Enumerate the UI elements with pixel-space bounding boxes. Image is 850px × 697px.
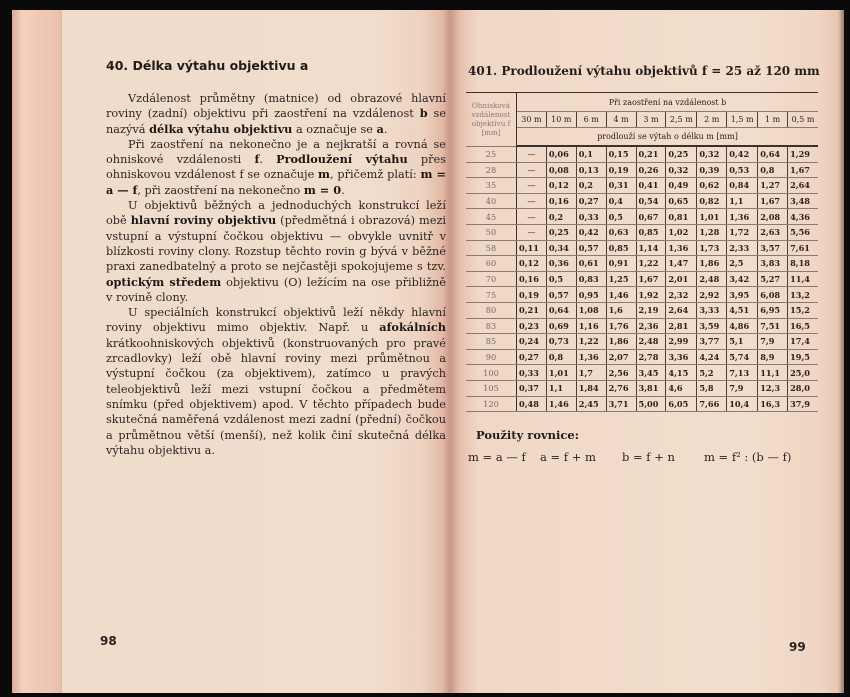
value-cell: 0,16 bbox=[517, 271, 547, 287]
column-header: 6 m bbox=[576, 112, 606, 128]
table-row bbox=[466, 287, 818, 303]
table-row bbox=[466, 146, 818, 162]
value-cell: 7,61 bbox=[788, 240, 818, 256]
value-cell: 0,32 bbox=[697, 146, 727, 162]
value-cell: 1,76 bbox=[606, 318, 636, 334]
table-row bbox=[466, 240, 818, 256]
column-header: 1,5 m bbox=[727, 112, 758, 128]
value-cell: 8,9 bbox=[758, 349, 788, 365]
value-cell: 5,2 bbox=[697, 365, 727, 381]
value-cell: 5,74 bbox=[727, 349, 758, 365]
value-cell: 7,13 bbox=[727, 365, 758, 381]
column-header-row bbox=[466, 112, 818, 128]
value-cell: 0,5 bbox=[606, 209, 636, 225]
value-cell: 0,27 bbox=[576, 193, 606, 209]
value-cell: 3,48 bbox=[788, 193, 818, 209]
equation: m = a — f bbox=[468, 450, 526, 465]
table-body bbox=[466, 146, 818, 412]
value-cell: 0,37 bbox=[517, 380, 547, 396]
value-cell: 8,18 bbox=[788, 256, 818, 272]
value-cell: 0,34 bbox=[546, 240, 576, 256]
paragraph: U speciálních konstrukcí objektivů leží někdy hlavní roviny objektivu mimo objektiv. Např. u afokálních krátkoohniskových objektivů (konstruovaných pro pravé zrcadlovky) leží obě hlavní roviny mezi průmětnou a výstupní čočkou (za objektivem), zatímco u pravých teleobjektivů leží mezi vstupní čočkou a předmětem snímku (před objektivem) apod. V těchto případech bude skutečná naměřená vzdálenost mezi zadní (přední) čočkou a průmětnou větší (menší), než kolik činí skutečná délka výtahu objektivu a. bbox=[106, 306, 446, 457]
value-cell: 0,64 bbox=[758, 146, 788, 162]
value-cell: 1,92 bbox=[636, 287, 666, 303]
value-cell: 5,1 bbox=[727, 334, 758, 350]
value-cell: 2,08 bbox=[758, 209, 788, 225]
value-cell: 15,2 bbox=[788, 302, 818, 318]
page-number-right: 99 bbox=[789, 640, 806, 654]
value-cell: 0,4 bbox=[606, 193, 636, 209]
equations-title: Použity rovnice: bbox=[476, 428, 579, 443]
value-cell: 0,13 bbox=[576, 162, 606, 178]
value-cell: 0,19 bbox=[606, 162, 636, 178]
value-cell: 4,86 bbox=[727, 318, 758, 334]
value-cell: 6,05 bbox=[666, 396, 697, 412]
value-cell: 0,8 bbox=[758, 162, 788, 178]
value-cell: 3,57 bbox=[758, 240, 788, 256]
value-cell: 0,73 bbox=[546, 334, 576, 350]
value-cell: 3,33 bbox=[697, 302, 727, 318]
value-cell: 0,32 bbox=[666, 162, 697, 178]
paragraph: Vzdálenost průmětny (matnice) od obrazové hlavní roviny (zadní) objektivu při zaostření na vzdálenost b se nazývá délka výtahu objektivu a označuje se a. bbox=[106, 92, 447, 136]
value-cell: 3,95 bbox=[727, 287, 758, 303]
value-cell: 0,57 bbox=[546, 287, 576, 303]
value-cell: 11,4 bbox=[788, 271, 818, 287]
value-cell: 2,19 bbox=[636, 302, 666, 318]
value-cell: — bbox=[517, 162, 547, 178]
value-cell: 7,9 bbox=[758, 334, 788, 350]
value-cell: 0,5 bbox=[546, 271, 576, 287]
value-cell: 0,85 bbox=[606, 240, 636, 256]
value-cell: — bbox=[517, 193, 547, 209]
value-cell: 0,24 bbox=[517, 334, 547, 350]
value-cell: 1,86 bbox=[606, 334, 636, 350]
value-cell: 1,47 bbox=[666, 256, 697, 272]
value-cell: 2,81 bbox=[666, 318, 697, 334]
value-cell: 1,46 bbox=[546, 396, 576, 412]
value-cell: 0,61 bbox=[576, 256, 606, 272]
value-cell: 0,62 bbox=[697, 178, 727, 194]
value-cell: 4,51 bbox=[727, 302, 758, 318]
value-cell: 2,48 bbox=[636, 334, 666, 350]
paragraph: U objektivů běžných a jednoduchých konstrukcí leží obě hlavní roviny objektivu (předmětná i obrazová) mezi vstupní a výstupní čočkou objektivu — obvykle uvnitř v blízkosti roviny clony. Rozstup těchto rovin g bývá v běžné praxi zanedbatelný a proto se nejčastěji spokojujeme s tzv. optickým středem objektivu (O) ležícím na ose přibližně v rovině clony. bbox=[106, 199, 447, 304]
value-cell: 1,7 bbox=[576, 365, 606, 381]
value-cell: 0,64 bbox=[546, 302, 576, 318]
value-cell: 0,84 bbox=[727, 178, 758, 194]
value-cell: 2,33 bbox=[727, 240, 758, 256]
value-cell: 1,86 bbox=[697, 256, 727, 272]
value-cell: 4,6 bbox=[666, 380, 697, 396]
paragraph: Při zaostření na nekonečno je a nejkratší a rovná se ohniskové vzdálenosti f. Prodloužení výtahu přes ohniskovou vzdálenost f se označuje m, přičemž platí: m = a — f, při zaostření na nekonečno m = 0. bbox=[106, 137, 446, 197]
table-row bbox=[466, 365, 818, 381]
extension-table bbox=[466, 92, 818, 412]
value-cell: 0,65 bbox=[666, 193, 697, 209]
value-cell: 0,21 bbox=[636, 146, 666, 162]
value-cell: 2,64 bbox=[666, 302, 697, 318]
value-cell: 0,15 bbox=[606, 146, 636, 162]
value-cell: 3,77 bbox=[697, 334, 727, 350]
value-cell: 3,81 bbox=[636, 380, 666, 396]
table-row bbox=[466, 162, 818, 178]
value-cell: 0,82 bbox=[697, 193, 727, 209]
table-row bbox=[466, 224, 818, 240]
value-cell: 3,42 bbox=[727, 271, 758, 287]
value-cell: 0,36 bbox=[546, 256, 576, 272]
value-cell: 0,25 bbox=[546, 224, 576, 240]
left-page bbox=[12, 10, 450, 693]
value-cell: 11,1 bbox=[758, 365, 788, 381]
value-cell: 0,11 bbox=[517, 240, 547, 256]
value-cell: 3,59 bbox=[697, 318, 727, 334]
value-cell: 2,99 bbox=[666, 334, 697, 350]
value-cell: 2,32 bbox=[666, 287, 697, 303]
value-cell: 0,53 bbox=[727, 162, 758, 178]
value-cell: 1,67 bbox=[758, 193, 788, 209]
value-cell: 1,16 bbox=[576, 318, 606, 334]
value-cell: 0,12 bbox=[517, 256, 547, 272]
value-cell: 0,48 bbox=[517, 396, 547, 412]
value-cell: 0,2 bbox=[576, 178, 606, 194]
value-cell: 0,06 bbox=[546, 146, 576, 162]
value-cell: 13,2 bbox=[788, 287, 818, 303]
column-header: 30 m bbox=[517, 112, 547, 128]
focal-length-cell: 83 bbox=[466, 318, 517, 334]
table-row bbox=[466, 256, 818, 272]
value-cell: 1,73 bbox=[697, 240, 727, 256]
focal-length-cell: 58 bbox=[466, 240, 517, 256]
value-cell: 0,41 bbox=[636, 178, 666, 194]
table-row bbox=[466, 396, 818, 412]
value-cell: 1,25 bbox=[606, 271, 636, 287]
right-page bbox=[450, 10, 844, 693]
value-cell: 0,19 bbox=[517, 287, 547, 303]
value-cell: 0,25 bbox=[666, 146, 697, 162]
focal-length-cell: 40 bbox=[466, 193, 517, 209]
focal-length-cell: 90 bbox=[466, 349, 517, 365]
column-header: 2,5 m bbox=[666, 112, 697, 128]
value-cell: 1,72 bbox=[727, 224, 758, 240]
value-cell: 17,4 bbox=[788, 334, 818, 350]
value-cell: — bbox=[517, 178, 547, 194]
value-cell: 0,31 bbox=[606, 178, 636, 194]
value-cell: 0,67 bbox=[636, 209, 666, 225]
right-page-content bbox=[468, 64, 828, 464]
value-cell: 0,8 bbox=[546, 349, 576, 365]
value-cell: 0,63 bbox=[606, 224, 636, 240]
value-cell: 2,36 bbox=[636, 318, 666, 334]
value-cell: 2,56 bbox=[606, 365, 636, 381]
value-cell: 1,02 bbox=[666, 224, 697, 240]
value-cell: 0,83 bbox=[576, 271, 606, 287]
value-cell: 0,39 bbox=[697, 162, 727, 178]
focal-length-cell: 45 bbox=[466, 209, 517, 225]
table-row bbox=[466, 271, 818, 287]
value-cell: 1,14 bbox=[636, 240, 666, 256]
focal-length-cell: 50 bbox=[466, 224, 517, 240]
value-cell: 5,27 bbox=[758, 271, 788, 287]
value-cell: 2,07 bbox=[606, 349, 636, 365]
value-cell: — bbox=[517, 224, 547, 240]
table-row bbox=[466, 178, 818, 194]
value-cell: 12,3 bbox=[758, 380, 788, 396]
value-cell: 1,84 bbox=[576, 380, 606, 396]
table-row bbox=[466, 302, 818, 318]
section-title: 40. Délka výtahu objektivu a bbox=[106, 58, 309, 73]
value-cell: 6,95 bbox=[758, 302, 788, 318]
page-number-left: 98 bbox=[100, 634, 117, 648]
value-cell: 16,5 bbox=[788, 318, 818, 334]
value-cell: 1,01 bbox=[697, 209, 727, 225]
value-cell: 0,42 bbox=[727, 146, 758, 162]
value-cell: 0,54 bbox=[636, 193, 666, 209]
value-cell: 1,22 bbox=[576, 334, 606, 350]
equation: m = f² : (b — f) bbox=[704, 450, 792, 465]
value-cell: 3,71 bbox=[606, 396, 636, 412]
value-cell: 1,27 bbox=[758, 178, 788, 194]
value-cell: 1,22 bbox=[636, 256, 666, 272]
value-cell: 2,63 bbox=[758, 224, 788, 240]
value-cell: 16,3 bbox=[758, 396, 788, 412]
value-cell: 2,01 bbox=[666, 271, 697, 287]
focal-length-cell: 25 bbox=[466, 146, 517, 162]
value-cell: 0,81 bbox=[666, 209, 697, 225]
value-cell: 3,83 bbox=[758, 256, 788, 272]
value-cell: 4,36 bbox=[788, 209, 818, 225]
value-cell: 0,57 bbox=[576, 240, 606, 256]
value-cell: 7,9 bbox=[727, 380, 758, 396]
value-cell: 2,78 bbox=[636, 349, 666, 365]
value-cell: 1,36 bbox=[576, 349, 606, 365]
value-cell: — bbox=[517, 209, 547, 225]
value-cell: 2,45 bbox=[576, 396, 606, 412]
focal-length-cell: 105 bbox=[466, 380, 517, 396]
value-cell: 2,76 bbox=[606, 380, 636, 396]
column-header: 4 m bbox=[606, 112, 636, 128]
value-cell: 7,66 bbox=[697, 396, 727, 412]
value-cell: 0,69 bbox=[546, 318, 576, 334]
value-cell: 5,56 bbox=[788, 224, 818, 240]
value-cell: 19,5 bbox=[788, 349, 818, 365]
value-cell: 1,36 bbox=[727, 209, 758, 225]
column-header: 1 m bbox=[758, 112, 788, 128]
value-cell: 5,00 bbox=[636, 396, 666, 412]
value-cell: 0,1 bbox=[576, 146, 606, 162]
value-cell: 1,01 bbox=[546, 365, 576, 381]
value-cell: 37,9 bbox=[788, 396, 818, 412]
focal-length-cell: 100 bbox=[466, 365, 517, 381]
value-cell: 4,15 bbox=[666, 365, 697, 381]
value-cell: 25,0 bbox=[788, 365, 818, 381]
value-cell: 0,42 bbox=[576, 224, 606, 240]
focal-length-cell: 35 bbox=[466, 178, 517, 194]
value-cell: 3,36 bbox=[666, 349, 697, 365]
value-cell: 5,8 bbox=[697, 380, 727, 396]
table-row bbox=[466, 209, 818, 225]
value-cell: 2,5 bbox=[727, 256, 758, 272]
value-cell: 1,6 bbox=[606, 302, 636, 318]
focal-length-cell: 75 bbox=[466, 287, 517, 303]
value-cell: 1,29 bbox=[788, 146, 818, 162]
value-cell: 3,45 bbox=[636, 365, 666, 381]
value-cell: 2,92 bbox=[697, 287, 727, 303]
table-row bbox=[466, 193, 818, 209]
value-cell: 1,67 bbox=[788, 162, 818, 178]
left-page-content bbox=[106, 58, 446, 458]
table-title: 401. Prodloužení výtahu objektivů f = 25 až 120 mm bbox=[468, 64, 820, 78]
value-cell: 1,1 bbox=[727, 193, 758, 209]
table-row bbox=[466, 349, 818, 365]
value-cell: 2,64 bbox=[788, 178, 818, 194]
value-cell: 0,33 bbox=[517, 365, 547, 381]
open-book bbox=[12, 10, 844, 693]
value-cell: 0,95 bbox=[576, 287, 606, 303]
value-cell: 1,67 bbox=[636, 271, 666, 287]
row-header-label: Ohnisková vzdálenost objektivu f [mm] bbox=[466, 93, 517, 147]
equations bbox=[468, 450, 828, 464]
value-cell: 0,21 bbox=[517, 302, 547, 318]
equation: a = f + m bbox=[540, 450, 596, 465]
column-header: 10 m bbox=[546, 112, 576, 128]
value-cell: — bbox=[517, 146, 547, 162]
value-cell: 10,4 bbox=[727, 396, 758, 412]
value-cell: 0,16 bbox=[546, 193, 576, 209]
value-cell: 0,26 bbox=[636, 162, 666, 178]
table-row bbox=[466, 380, 818, 396]
equation: b = f + n bbox=[622, 450, 675, 465]
focal-length-cell: 120 bbox=[466, 396, 517, 412]
page-edge bbox=[12, 10, 62, 693]
value-cell: 28,0 bbox=[788, 380, 818, 396]
column-header: 0,5 m bbox=[788, 112, 818, 128]
value-cell: 0,23 bbox=[517, 318, 547, 334]
value-cell: 1,08 bbox=[576, 302, 606, 318]
unit-header: prodlouží se výtah o délku m [mm] bbox=[517, 128, 819, 147]
value-cell: 0,91 bbox=[606, 256, 636, 272]
value-cell: 0,27 bbox=[517, 349, 547, 365]
focal-length-cell: 85 bbox=[466, 334, 517, 350]
value-cell: 7,51 bbox=[758, 318, 788, 334]
column-header: 3 m bbox=[636, 112, 666, 128]
value-cell: 0,12 bbox=[546, 178, 576, 194]
value-cell: 1,1 bbox=[546, 380, 576, 396]
value-cell: 1,36 bbox=[666, 240, 697, 256]
table-row bbox=[466, 318, 818, 334]
value-cell: 2,48 bbox=[697, 271, 727, 287]
value-cell: 1,28 bbox=[697, 224, 727, 240]
value-cell: 1,46 bbox=[606, 287, 636, 303]
focal-length-cell: 80 bbox=[466, 302, 517, 318]
column-header: 2 m bbox=[697, 112, 727, 128]
focal-length-cell: 60 bbox=[466, 256, 517, 272]
table-row bbox=[466, 334, 818, 350]
group-header: Při zaostření na vzdálenost b bbox=[517, 93, 819, 112]
value-cell: 4,24 bbox=[697, 349, 727, 365]
value-cell: 0,49 bbox=[666, 178, 697, 194]
value-cell: 0,08 bbox=[546, 162, 576, 178]
value-cell: 0,85 bbox=[636, 224, 666, 240]
value-cell: 6,08 bbox=[758, 287, 788, 303]
value-cell: 0,33 bbox=[576, 209, 606, 225]
value-cell: 0,2 bbox=[546, 209, 576, 225]
focal-length-cell: 70 bbox=[466, 271, 517, 287]
focal-length-cell: 28 bbox=[466, 162, 517, 178]
